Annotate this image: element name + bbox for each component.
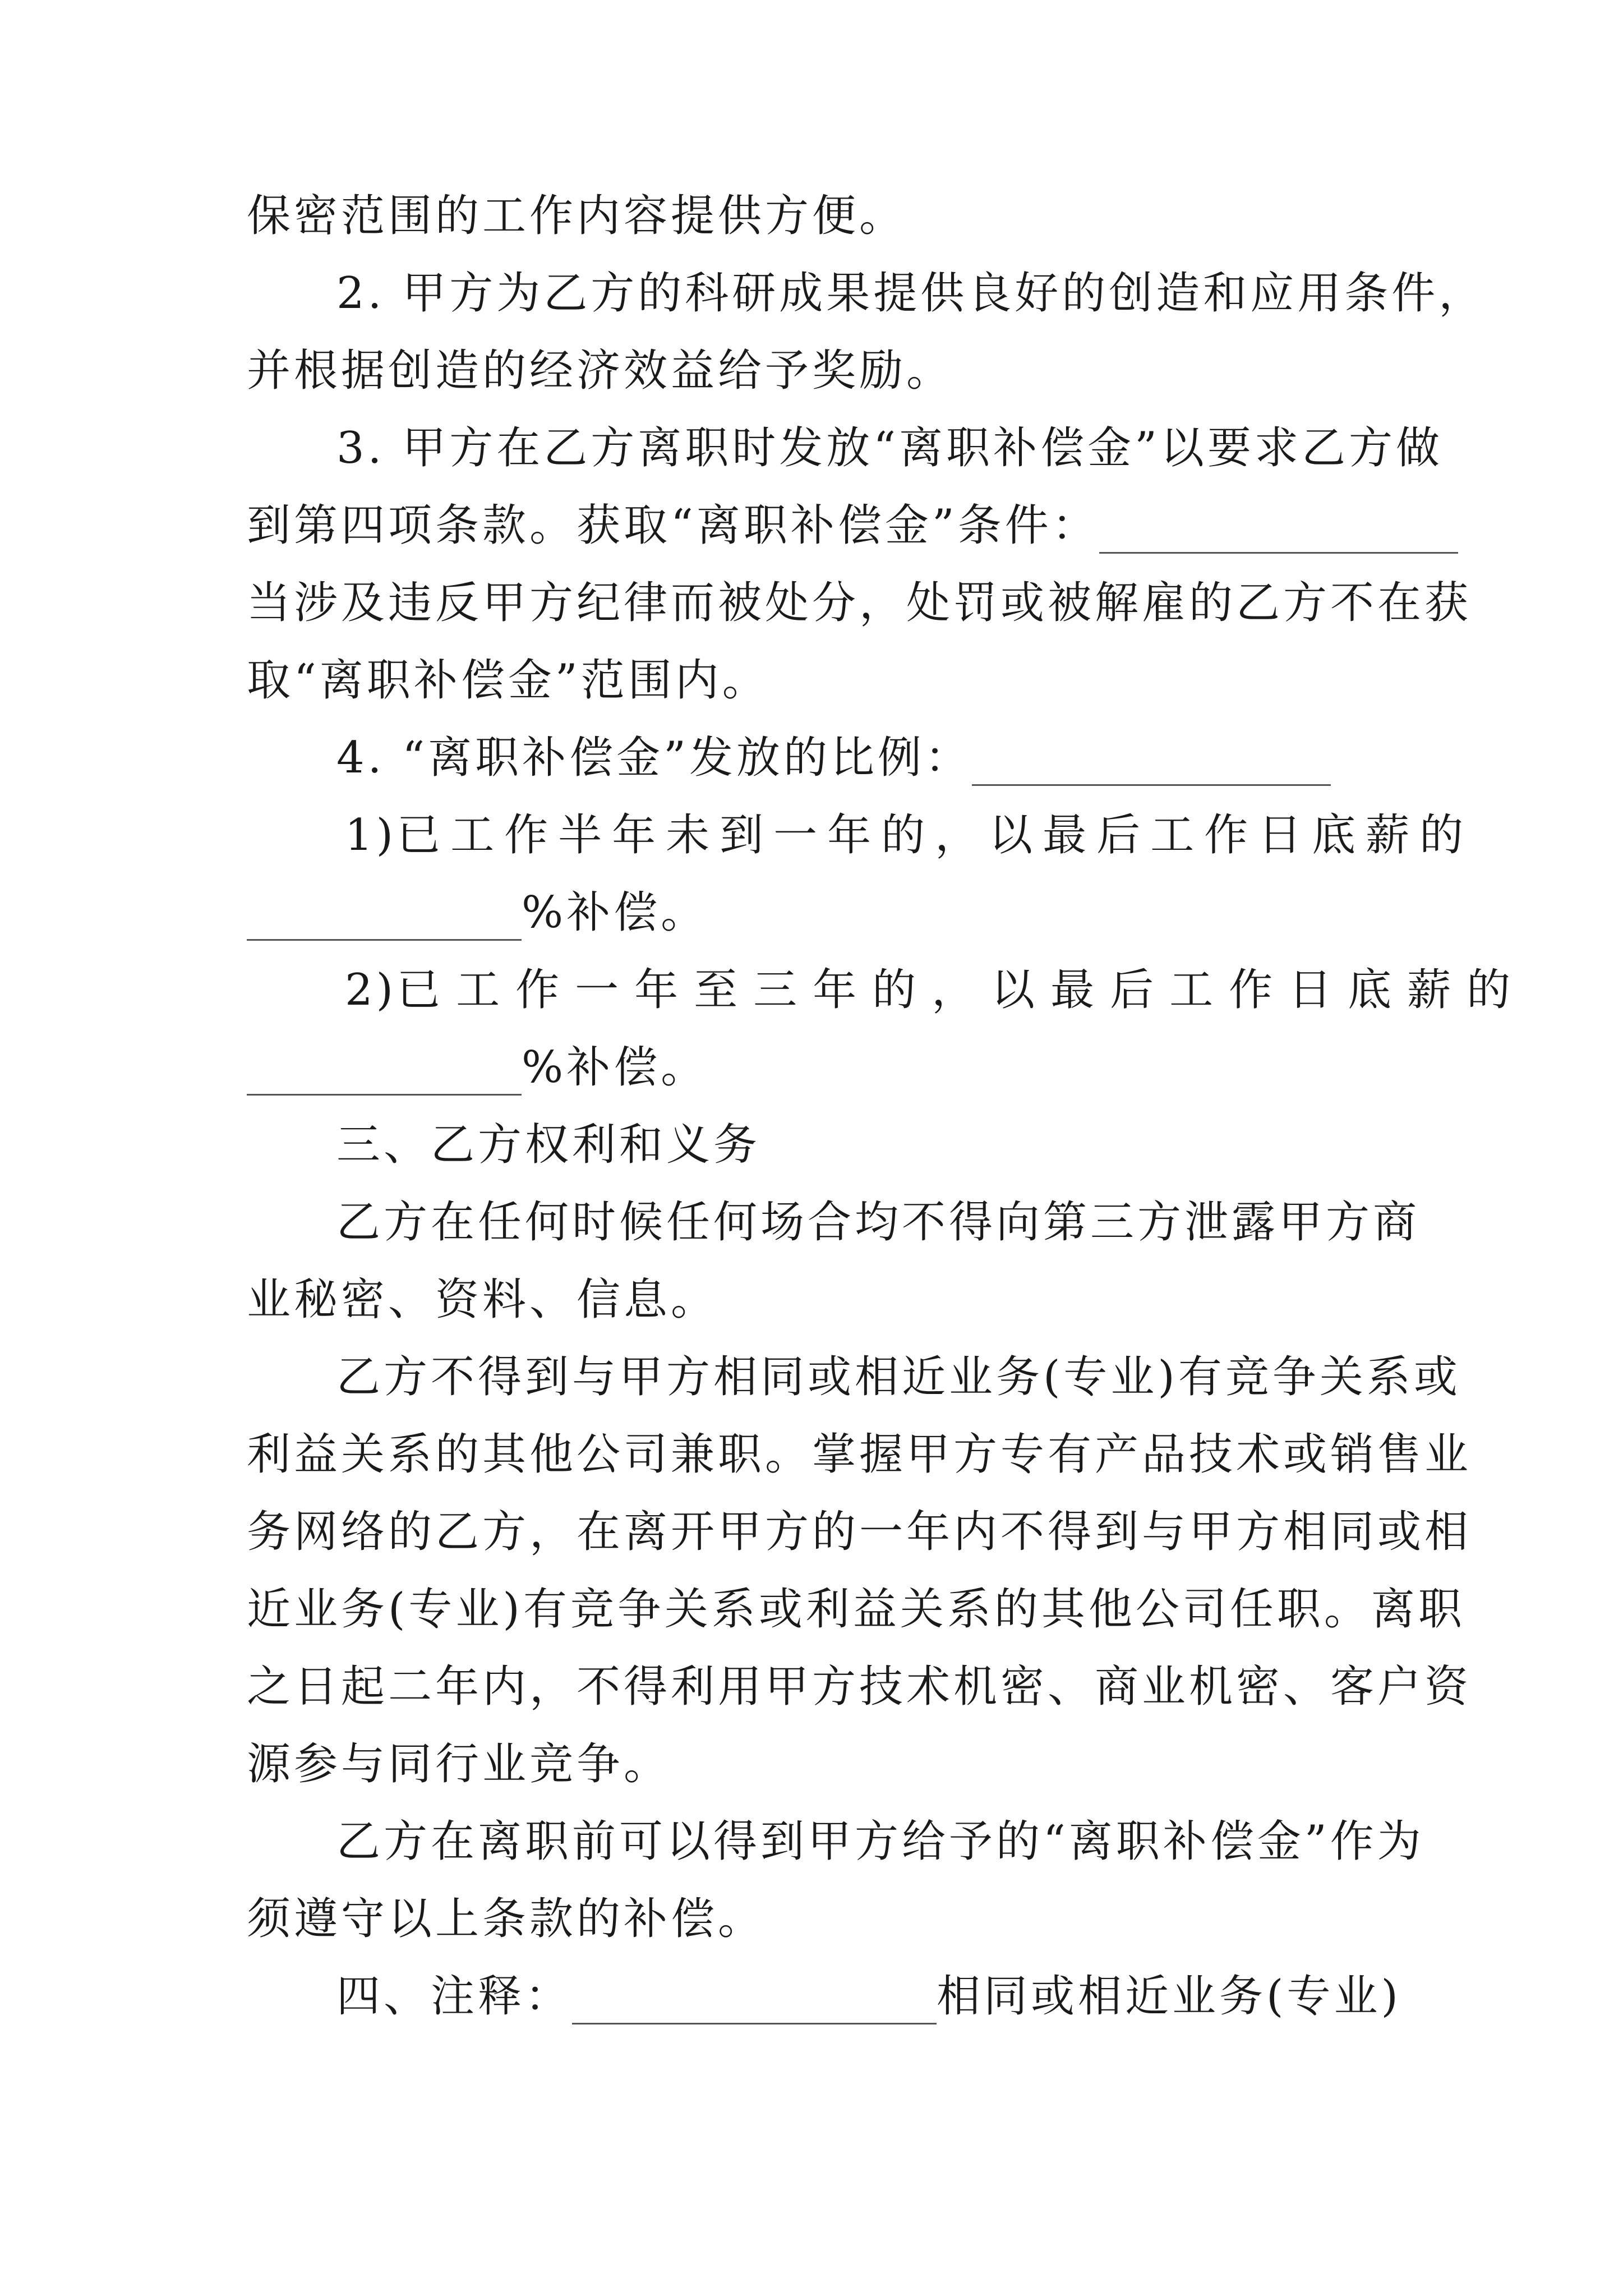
- section-heading: 三、乙方权利和义务: [336, 1120, 761, 1170]
- section-heading: [336, 1968, 1401, 2024]
- list-marker: 1): [345, 810, 397, 861]
- paragraph-line: 之日起二年内，不得利用甲方技术机密、商业机密、客户资: [247, 1662, 1472, 1712]
- paragraph-line: 须遵守以上条款的补偿。: [247, 1894, 766, 1944]
- paragraph-line: [247, 885, 708, 941]
- list-marker: 2): [345, 965, 397, 1015]
- fill-in-blank[interactable]: [247, 1055, 522, 1096]
- line-text: %补偿。: [522, 1042, 708, 1093]
- paragraph-line: [345, 807, 1474, 863]
- paragraph-line: [247, 1039, 708, 1096]
- paragraph-line: 乙方在任何时候任何场合均不得向第三方泄露甲方商: [336, 1197, 1421, 1248]
- paragraph-line: 保密范围的工作内容提供方便。: [247, 191, 907, 241]
- paragraph-line: 乙方在离职前可以得到甲方给予的“离职补偿金”作为: [336, 1816, 1424, 1867]
- line-text: 4. “离职补偿金”发放的比例：: [336, 733, 972, 783]
- paragraph-line: [345, 962, 1527, 1018]
- paragraph-line: 近业务(专业)有竞争关系或利益关系的其他公司任职。离职: [247, 1584, 1465, 1635]
- paragraph-line: 务网络的乙方，在离开甲方的一年内不得到与甲方相同或相: [247, 1507, 1472, 1557]
- fill-in-blank[interactable]: [572, 1984, 937, 2024]
- fill-in-blank[interactable]: [972, 745, 1331, 786]
- line-text: 已工作半年未到一年的，以最后工作日底薪的: [396, 810, 1474, 861]
- paragraph-line: 利益关系的其他公司兼职。掌握甲方专有产品技术或销售业: [247, 1429, 1472, 1480]
- paragraph-line: 源参与同行业竞争。: [247, 1739, 671, 1789]
- paragraph-line: 2. 甲方为乙方的科研成果提供良好的创造和应用条件，: [336, 268, 1486, 319]
- paragraph-line: 业秘密、资料、信息。: [247, 1274, 718, 1325]
- paragraph-line: [336, 730, 1331, 786]
- fill-in-blank[interactable]: [247, 900, 522, 941]
- paragraph-line: [247, 498, 1458, 554]
- paragraph-line: 取“离职补偿金”范围内。: [247, 655, 769, 706]
- line-text: %补偿。: [522, 887, 708, 938]
- paragraph-line: 乙方不得到与甲方相同或相近业务(专业)有竞争关系或: [336, 1352, 1461, 1402]
- line-text: 已工作一年至三年的，以最后工作日底薪的: [396, 965, 1527, 1015]
- paragraph-line: 并根据创造的经济效益给予奖励。: [247, 346, 954, 396]
- fill-in-blank[interactable]: [1099, 513, 1458, 554]
- line-text: 四、注释：: [336, 1971, 573, 2022]
- line-text: 相同或相近业务(专业): [937, 1971, 1401, 2022]
- paragraph-line: 当涉及违反甲方纪律而被处分，处罚或被解雇的乙方不在获: [247, 578, 1472, 628]
- line-text: 到第四项条款。获取“离职补偿金”条件：: [247, 500, 1099, 551]
- paragraph-line: 3. 甲方在乙方离职时发放“离职补偿金”以要求乙方做: [336, 423, 1443, 473]
